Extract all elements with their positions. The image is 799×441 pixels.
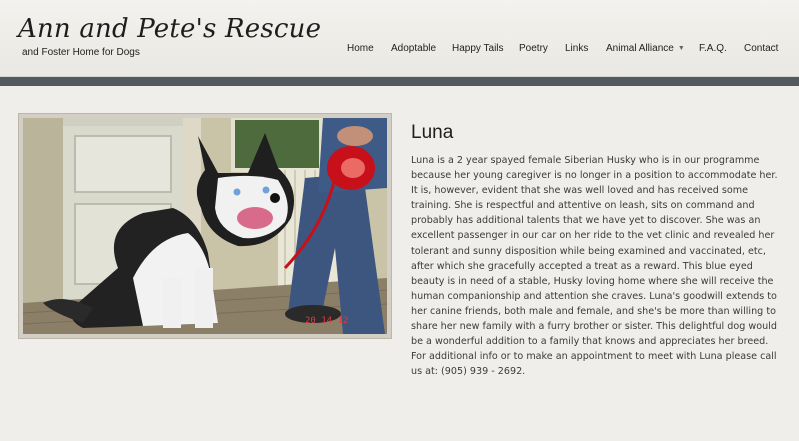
page-title: Luna	[411, 122, 454, 143]
nav-item-links[interactable]: Links	[565, 43, 589, 54]
nav-item-home[interactable]: Home	[347, 43, 374, 54]
dog-photo-image	[23, 118, 387, 334]
nav-item-contact[interactable]: Contact	[744, 43, 779, 54]
site-header	[0, 0, 799, 77]
nav-item-faq[interactable]: F.A.Q.	[699, 43, 727, 54]
main-nav	[0, 43, 799, 57]
chevron-down-icon: ▼	[677, 45, 685, 52]
photo-timestamp: 20 14 12	[305, 316, 349, 326]
site-logo-subtitle: and Foster Home for Dogs	[22, 47, 140, 58]
nav-item-animal-alliance[interactable]	[606, 43, 685, 54]
site-logo-title[interactable]: Ann and Pete's Rescue	[18, 14, 322, 44]
header-divider-bar	[0, 77, 799, 86]
post-paragraph: Luna is a 2 year spayed female Siberian Husky who is in our programme because her young caregiver is no longer in a position to accommodate her. It is, however, evident that she was well loved and has received some training. She is respectful and attentive on leash, sits on command and probably has additional talents that we have yet to discover. She was an excellent passenger in our car on her ride to the vet clinic and revealed her tolerant and sunny disposition while being examined and vaccinated, etc, after which she gracefully accepted a treat as a reward. This blue eyed beauty is in need of a stable, Husky loving home where she will receive the human companionship and attention she craves. Luna's goodwill extends to her canine friends, both male and female, and she's be more than willing to share her new family with a furry brother or sister. This delightful dog would be a wonderful addition to a family that knows and appreciates her breed. For additional info or to make an appointment to meet with Luna please call us at: (905) 939 - 2692.	[411, 155, 778, 378]
dog-photo[interactable]	[23, 118, 387, 334]
nav-item-poetry[interactable]: Poetry	[519, 43, 548, 54]
photo-frame	[18, 113, 392, 339]
nav-item-adoptable[interactable]: Adoptable	[391, 43, 437, 54]
nav-item-happy-tails[interactable]: Happy Tails	[452, 43, 504, 54]
nav-item-animal-alliance-label: Animal Alliance	[606, 43, 674, 54]
post-body	[411, 153, 783, 379]
